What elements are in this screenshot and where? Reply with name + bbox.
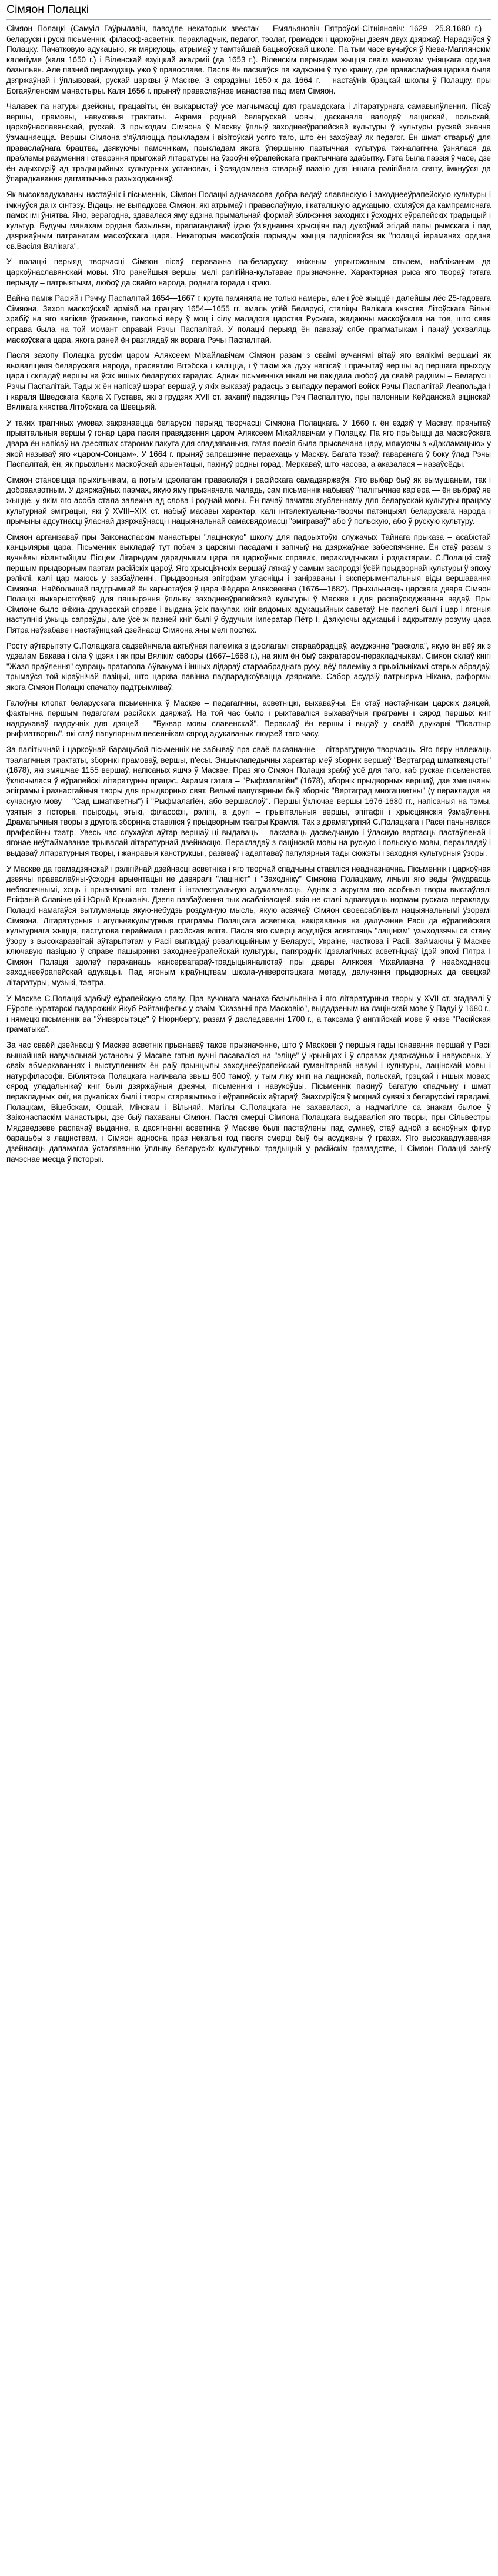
paragraph: За палітычнай і царкоўнай барацьбой пісьменнік не забываў пра сваё пакаянанне – літаратурную творчасць. Яго пяру належаць тэалагічныя трактаты, зборнікі прамоваў, вершы, п'есы. Энцыклапедычны характар меў зборнік вершаў "Вертаград шматквяцісты" (1678), які змяшчае 1155 вершаў, напісаных яшчэ ў Маскве. Праз яго Сімяон Полацкі зрабіў усё для таго, каб рускае пісьменства ўключылася ў еўрапейскі літаратурны працэс. Акрамя гэтага – "Рыфмалагіён" (1678), зборнік прыдворных вершаў, дзе змешчаны эпіграмы і разнастайныя творы для прыдворных свят. Вельмі папулярным быў зборнік "Вертаград многацветны" (у перакладзе на сучасную мову – "Сад шматкветны") і "Рыфмалагіён, або вершаслоў". Першы ўключае вершы 1676-1680 гг., напісаныя на тэмы, узятыя з гісторыі, прыроды, этыкі, філасофіі, рэлігіі, а другі – прывітальныя вершы, эпітафіі і хрысціянскія ўзмаўленні. Драматычныя творы з другога зборніка ставіліся ў прыдворным тэатры Крамля. Так з драматургіяй С.Полацкага і Расеі пачыналася прафесійны тэатр. Увесь час слухаўся аўтар вершаў ці выдаваць – паказваць дасведчаную і ўласную вартасць пастаўленай і ягонае неўтаймаванае трывалай літаратурнай дзейнасцю. Перакладаў з лацінскай мовы на рускую і польскую мовы, перакладаў і выдаваў літаратурныя творы, і жанравыя канструкцыі, развіваў і адаптаваў папулярныя тады сюжэты і заходнія культурныя ўзоры.: [6, 745, 491, 857]
paragraph: У таких трагічных умовах закранаецца беларускі перыяд творчасці Сімяона Полацкага. У 1660 г. ён ездзіў у Маскву, прачытаў прывітальныя вершы ў гонар цара пасля правядзення царом Аляксеем Міхайлавічам у Полацку. Па яго прыбыцці да маскоўскага двара ён напісаў на дзесятках старонак пакута для спадзяваньня, гэтая поезія была прысвечана цару, мяжуючы з «Дэкламацыю» у якой называў яго «царом-Сонцам». У 1664 г. прыняў запрашэнне пераехаць у Маскву. Багата тэзаў, гаваранага ў боку ўлад Рэчы Паспалітай, ён, як прыхільнік маскоўскай арыентацыі, пакінуў родны горад. Меркаваў, што часова, а аказалася – назаўсёды.: [6, 418, 491, 469]
article-title: Сімяон Полацкі: [6, 2, 491, 20]
paragraph: У полацкі перыяд творчасці Сімяон пісаў пераважна па-беларуску, кніжным упрыгожаным стылем, набліжаным да царкоўнаславянскай мовы. Яго ранейшыя вершы мелі рэлігійна-культавае прызначэнне. Характэрная рыса яго твораў гэтага перыяду – патрыятызм, любоў да свайго народа, роднага горада і краю.: [6, 257, 491, 287]
article-page: [0, 2, 498, 2576]
paragraph: Сімяон Полацкі (Самуіл Гаўрылавіч, паводле некаторых звестак – Емяльяновіч Пятроўскі-Сітніяновіч: 1629—25.8.1680 г.) – беларускі і рускі пісьменнік, філасоф-асветнік, перакладчык, педагог, тэолаг, грамадскі і царкоўны дзеяч двух дзяржаў. Нарадзіўся ў Полацку. Пачатковую адукацыю, як мяркуюць, атрымаў у тамтэйшай бацькоўскай школе. Па тым часе вучыўся ў Кіева-Магілянскім калегіуме (каля 1650 г.) і Віленскай езуіцкай акадэміі (да 1653 г.). Віленскім перыядам жыцця сваім манахам уніяцкага ордэна базыльян. Але пазней пераходзіць ужо ў православе. Пасля ён пасяліўся па хаджэнні ў тую краіну, дзе праваслаўная царква была дзяржаўнай і ўплывовай, рускай царквы ў Маскве. З сярэдзіны 1650-х да 1664 г. – настаўнік брацкай школы ў Полацку, пры Богаяўленскім манастыры. Каля 1656 г. прыняў праваслаўнае манаства пад імем Сімяон.: [6, 24, 491, 95]
paragraph: Сімяон арганізаваў пры Заіконаспаскім манастыры "лацінскую" школу для падрыхтоўкі служачых Тайнага прыказа – асабістай канцылярыі цара. Пісьменнік выкладаў тут побач з царскімі пасадамі і запічыў на дзяржаўнае забеспячэнне. Ён стаў разам з вучнёвы візантыйцам Пісцем Лігарыдам дарадчыкам цара па царкоўных справах, перакладчыкам і рэдактарам. С.Полацкі стаў першым прыдворным паэтам расійскіх цароў. Яго хрысціянскіх вершаў ляжаў у самым засяродзі ўсёй прыдворнай культуры ў эпоху рэліклі, калі цар маюсь у зазбаўленні. Прыдворныя эпігрфам уласніцы і заніраваны і эксперыментальныя віды вершавання Сімяона. Найбольшай падтрымкай ён карыстаўся ў цара Фёдара Аляксеевіча (1676—1682). Прыхільнасць царскага двара Сімяон Полацкі выкарыстоўваў для пашырэння ўплыву заходнееўрапейскай культуры ў Маскве і для распаўсюджвання ведаў. Пры Сімяоне было кніжна-друкарскай справе і выдана ўсіх пакупак, кніг вядомых адукацыйных саветаў. Не паспелі былі і цар і ягоныя наступнікі ўжыць сапраўды, але ўсё ж пазней кніг былі ў будучым імператар Пётр І. Дзякуючы адукацыі і адкрытаму розуму цара Пятра неўзабаве і настаўніцкай дзейнасці Сімяона яны мелі поспех.: [6, 532, 491, 635]
article-body: [6, 24, 491, 1164]
paragraph: Чалавек па натуры дзейсны, працавіты, ён выкарыстаў усе магчымасці для грамадскага і літаратурнага самавыяўлення. Пісаў вершы, прамовы, навуковыя трактаты. Акрамя роднай беларускай мовы, дасканала валодаў лацінскай, польскай, царкоўнаславянскай, рускай. З прыходам Сімяона ў Маскву ўплыў заходнееўрапейскай культуры ў культуры рускай значна ўзмацняецца. Вершы Сімяона з'яўляюцца прыкладам і візітоўкай усяго таго, што ён захоўваў як педагог. Ён шмат стварыў для праваслаўнага брацтва, дзякуючы памочнікам, прыкладам якога ўпершыню паэтычная культура тэхналагічна ўзнялася да праблемы разумення і стварэння прыгожай літаратуры на ўзроўні еўрапейскага практычнага здабытку. Гэта была паэзія ў часе, дзе ён адыходзіў ад традыцыйных культурных установак, і ўсвядомлена стварыў паэзію для іншага рэлігійнага святу, імкнуўся да ўпарадкавання дагматычных разыходжанняў.: [6, 102, 491, 184]
paragraph: Вайна паміж Расіяй і Рэччу Паспалітай 1654—1667 г. крута памяняла не толькі намеры, але і ўсё жыццё і далейшы лёс 25-гадовага Сімяона. Захоп маскоўскай арміяй на працягу 1654—1655 гг. амаль усёй Беларусі, сталіцы Вялікага княства Літоўскага Вільні зрабіў на яго вялікае ўражанне, паколькі веру ў моц і сілу маладога царства Рускага, жадаючы маскоўскага на тое, што свая справа была на той момант справай Рэчы Паспалітай. У полацкі перыяд ён паказаў сябе прагматыкам і пачаў усхваляць маскоўскага цара, якога раней ён разглядаў як ворага Рэчы Паспалітай.: [6, 294, 491, 344]
paragraph: Сімяон становіцца прыхільнікам, а потым ідэолагам праваслаўя і расійскага самадзяржаўя. Яго выбар быў як вымушаным, так і добраахвотным. У дзяржаўных паэмах, якую яму прызначала маладь, сам пісьменнік набываў "палітычнае кар'ера — ён выбраў яе жыццё, у якім яго асоба стала залежна ад слова і роднай мовы. Ён пачаў пачатак згубленнаму для беларускай культуры працэсу культурнай эміграцыі, які ў XVIII–XIX ст. набыў масавы характар, калі інтэлектуальна-творчы патэнцыял беларускага народа і прычыны адсутнасці ўласнай дзяржаўнасці і нацыянальнай самасвядомасці "эміграваў" або ў польскую, або ў рускую культуру.: [6, 475, 491, 526]
paragraph: Пасля захопу Полацка рускім царом Аляксеем Міхайлавічам Сімяон разам з сваімі вучанямі вітаў яго вялікімі вершамі як вызваліцеля беларускага народа, прасвятлю Вітэбска і каліцца, і ў такім жа духу напісаў і прачытаў вершы ад першага прыходу цара і складаў вершы на ўсіх іншых беларускіх гарадах. Аднак пісьменніка нікалі не пакідала любоў да сваёй радзімы – Беларусі і Рэчы Паспалітай. Тады ж ён напісаў шэраг вершаў, у якіх выказаў радасць з выпадку перамогі войск Рэчы Паспалітай Леапольда І і караля Шведскага Карла X Густава, які з грудзях XVII ст. захапіў падзяліць Рэч Паспалітую, пры палонным Кейданскай віцінскай Вялікага княства Літоўскага са Швецыяй.: [6, 351, 491, 412]
paragraph: Галоўны клопат беларускага пісьменніка ў Маскве – педагагічны, асветніцкі, выхаваўчы. Ён стаў настаўнікам царскіх дзяцей, фактычна першым педагогам расійскіх дзяржаў. На той час было і рыхтаваліся выхаваўчыя праграмы і сярод першых кніг надрукаваў падручнік для дзяцей – "Буквар мовы славенскай". Пераклаў ён вершы і выдаў у сваёй друкарні "Псалтыр рыфматворны", які стаў папулярным песеннікам сярод адукаваных людзей таго часу.: [6, 698, 491, 739]
paragraph: У Маскве С.Полацкі здабыў еўрапейскую славу. Пра вучонага манаха-базыльяніна і яго літаратурныя творы у XVII ст. згадвалі ў Еўропе куратарскі падарожнік Якуб Рэйтэнфельс у сваім "Сказанні пра Масковію", выдадзеным на лацінскай мове ў Падуі ў 1680 г., і нямецкі пісьменнік ва "Ўнівэрсытэце" ў Нюрнбергу, разам ў даследаванні 1700 г., а таксама ў англійскай мове ў кнізе "Расійская граматыка".: [6, 993, 491, 1034]
paragraph: Росту аўтарытэту С.Полацкага садзейнічала актыўная палеміка з ідэолагамі стараабрадцаў, асуджэнне "раскола", якую ён вёў як з удзелам Бакава і сіла ў ідэях і як пры Вялікім саборы (1667–1668 г.), на якім ён быў сакратаром-перакладчыкам. Сімяон склаў кнігі "Жазл праўлення" супраць пратапопа Аўвакума і іншых лідэраў стараабраднага руху, вёў палеміку з прыхільнікамі старых абрадаў, трымаўся той кіраўнічай пазіцыі, што царква павінна падпарадкоўвацца дзяржаве. Сабор асудзіў патрыярха Нікана, рэформы якога Сімяон Полацкі спачатку падтрымліваў.: [6, 641, 491, 692]
paragraph: За час сваёй дзейнасці ў Маскве асветнік прызнаваў такое прызначэнне, што ў Масковіі ў першыя гады існавання першай у Расіі вышэйшай навучальнай установы ў Маскве гэтыя вучні пасаваліся на "эліце" ў крыніцах і ў справах дзяржаўных і навуковых. У сваіх абмеркаваннях і выступленнях ён раіў прынцыпы заходнееўрапейскай гуманітарнай навукі і культуры, лацінскай мовы і натурфіласофіі. Бібліятэка Полацкага налічвала звыш 600 тамоў, у тым ліку кнігі на лацінскай, польскай, грэцкай і іншых мовах; сярод уладальнікаў кніг былі дзяржаўныя дзеячы, пісьменнікі і навукоўцы. Пісьменнік пакінуў багатую спадчыну і шмат перакладных кніг, на рукапісах былі і творы старажытных і еўрапейскіх аўтараў. Знаходзіўся ў моцнай сувязі з беларускімі гарадамі, Полацкам, Віцебскам, Оршай, Мінскам і Вільняй. Магілы С.Полацкага не захавалася, а надмагілле са знакам былое ў Заіконаспаскім манастыры, дзе быў пахаваны Сімяон. Пасля смерці Сімяона Полацкага выдаваліся яго творы, пры Сільвестры Мядзведзеве распачаў выданне, а дасягненні асветніка ў Маскве былі пастаўлены пад сумнеў, стаў адной з асноўных фігур барацьбы з лацінствам, і Сімяон адносна праз некалькі год пасля смерці быў бы асуджаны ў грахах. Яго высокаадукаваная дзейнасць дапамагла ўсталяванню ўплыву беларускіх культурных традыцый у расійскім грамадстве, і Сімяон Полацкі заняў пачэснае месца ў гісторыі.: [6, 1041, 491, 1164]
paragraph: У Маскве да грамадзянскай і рэлігійнай дзейнасці асветніка і яго творчай спадчыны ставіліся неадназначна. Пісьменнік і царкоўная дзеячы праваслаўны-ўсходні арыентацыі не давяралі "лацініст" і "Заходніку" Сімяона Полацкаму, лічылі яго веды ўмудрасць небяспечнымі, хоць і прызнавалі яго талент і інтэлектуальную адукаванасць. Аднак з акругам яго асобныя творы выстаўлялі Епіфаній Славінецкі і Юрый Крыжаніч. Дзеля пазбаўлення тых асаблівасцей, якія не сталі адпавядаць нормам рускага перакладу, Полацкі намагаўся вытлумачыць якую-небудзь роздумную мысль, якую асвячаў Сімяон своеасаблівым нацыянальнымі ўзорамі Сімяона. Літаратурныя і агульнакультурныя праграмы Полацкага асветніка, накіраваныя на далучэнне Расіі да еўрапейскага культурнага жыцця, паступова пераймала і расійская еліта. Пасля яго смерці асудзіўся асвятляць "лацінізм" узыходзячы са стану ўзору з высокаразвітай аўтарытэтам у Расіі выглядаў рэвалюцыйным у Беларусі, Украіне, часткова і Расіі. Займаючы ў Маскве ключавую пазіцыю ў справе пашырэння заходнееўрапейскай культуры, папярэднік ідэалагічных асветніцкаў ідэй эпохі Пятра І Сімяон Полацкі здолеў пераканаць кансерватараў-традыцыяналістаў пры двары Аляксея Міхайлавіча ў неабходнасці заходнееўрапейскай адукацыі. Пад ягоным кіраўніцтвам школа-універсітэцкага метаду, далучэння прыдворных да свецкай літаратуры, музыкі, тэатра.: [6, 864, 491, 988]
paragraph: Як высокаадукаваны настаўнік і пісьменнік, Сімяон Полацкі адначасова добра ведаў славянскую і заходнееўрапейскую культуры і імкнуўся да іх сінтэзу. Відаць, не выпадкова Сімяон, які атрымаў і праваслаўную, і каталіцкую адукацыю, схіляўся да кампраміснага паміж імі ўніятва. Яно, верагодна, здавалася яму адзіна прымальнай формай збліжэння заходніх і ўсходніх еўрапейскіх традыцый і культур. Будучы манахам ордэна базыльян, прапагандаваў ідэю ўз'яднання хрысціян пад духоўнай эгідай папы рымскага і пад дзяржаўным патранатам маскоўскага цара. Некаторыя маскоўскія пэрыяды жыцця падпісваўся як "полацкі іераманах ордэна св.Васіля Вялікага".: [6, 190, 491, 251]
